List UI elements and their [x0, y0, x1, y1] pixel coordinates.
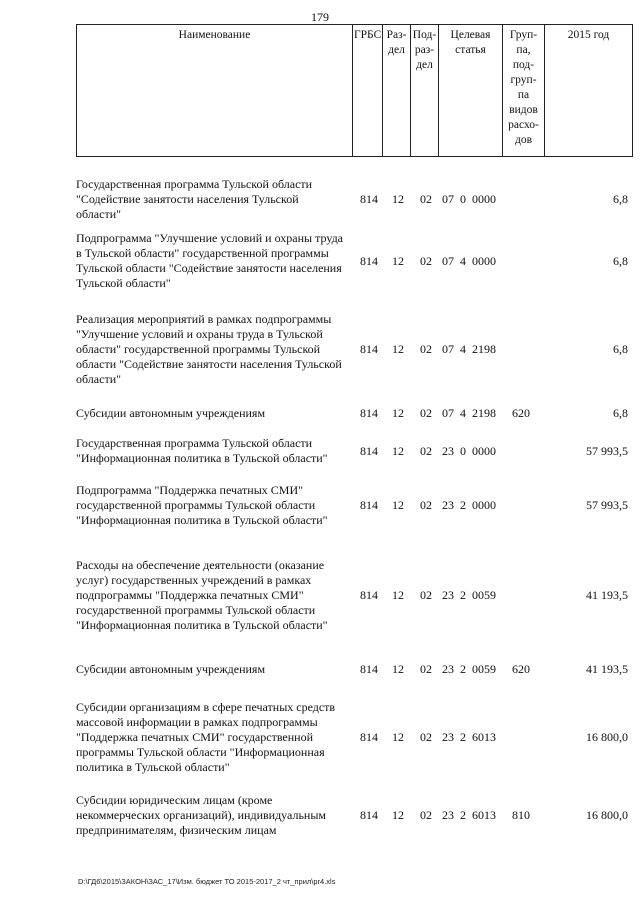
row-name: Субсидии организациям в сфере печатных средств массовой информации в рамках подпрограммы "Поддержка печатных СМИ" государственной программы Тульской области "Информационная политика в Тульской области" — [76, 699, 336, 774]
row-grbs: 814 — [360, 497, 378, 512]
header-name: Наименование — [77, 25, 353, 157]
row-podrazdel: 02 — [420, 405, 432, 420]
row-name: Подпрограмма "Улучшение условий и охраны труда в Тульской области" государственной программы Тульской области "Содействие занятости населения Тульской области" — [76, 231, 343, 290]
row-name: Субсидии автономным учреждениям — [76, 405, 266, 420]
row-amount: 6,8 — [613, 191, 628, 206]
table-body — [76, 176, 632, 846]
row-name: Государственная программа Тульской области "Содействие занятости населения Тульской области" — [76, 176, 313, 221]
row-razdel: 12 — [392, 253, 404, 268]
table-header — [76, 24, 633, 157]
row-grbs: 814 — [360, 661, 378, 676]
row-grbs: 814 — [360, 443, 378, 458]
row-podrazdel: 02 — [420, 807, 432, 822]
row-grbs: 814 — [360, 729, 378, 744]
table-row — [76, 654, 632, 684]
row-target: 07 4 0000 — [442, 253, 496, 268]
row-target: 07 4 2198 — [442, 341, 496, 356]
row-name: Государственная программа Тульской области "Информационная политика в Тульской области" — [76, 436, 328, 465]
row-podrazdel: 02 — [420, 253, 432, 268]
row-amount: 6,8 — [613, 405, 628, 420]
row-target: 23 2 6013 — [442, 807, 496, 822]
row-razdel: 12 — [392, 443, 404, 458]
row-razdel: 12 — [392, 191, 404, 206]
row-razdel: 12 — [392, 497, 404, 512]
row-razdel: 12 — [392, 661, 404, 676]
row-group: 620 — [512, 405, 530, 420]
row-target: 07 4 2198 — [442, 405, 496, 420]
header-target: Целевая статья — [439, 25, 503, 157]
row-amount: 57 993,5 — [586, 443, 628, 458]
table-row — [76, 176, 632, 222]
row-target: 23 2 0059 — [442, 587, 496, 602]
row-target: 23 2 0059 — [442, 661, 496, 676]
row-amount: 6,8 — [613, 341, 628, 356]
table-row — [76, 784, 632, 846]
row-razdel: 12 — [392, 807, 404, 822]
row-name: Субсидии юридическим лицам (кроме некоммерческих организаций), индивидуальным предпринимателям, физическим лицам — [76, 792, 326, 837]
row-target: 23 2 6013 — [442, 729, 496, 744]
row-podrazdel: 02 — [420, 191, 432, 206]
table-row — [76, 474, 632, 536]
row-amount: 16 800,0 — [586, 807, 628, 822]
row-grbs: 814 — [360, 405, 378, 420]
row-target: 07 0 0000 — [442, 191, 496, 206]
row-razdel: 12 — [392, 341, 404, 356]
table-row — [76, 398, 632, 428]
row-name: Реализация мероприятий в рамках подпрограммы "Улучшение условий и охраны труда в Тульской области" государственной программы Тульской области "Содействие занятости населения Тульской области" — [76, 311, 342, 386]
row-podrazdel: 02 — [420, 443, 432, 458]
row-grbs: 814 — [360, 341, 378, 356]
header-group: Груп- па, под- груп- па видов расхо- дов — [503, 25, 545, 157]
header-razdel: Раз- дел — [383, 25, 411, 157]
row-amount: 41 193,5 — [586, 661, 628, 676]
header-year: 2015 год — [545, 25, 633, 157]
row-grbs: 814 — [360, 253, 378, 268]
table-row — [76, 230, 632, 292]
row-grbs: 814 — [360, 807, 378, 822]
row-podrazdel: 02 — [420, 587, 432, 602]
row-razdel: 12 — [392, 729, 404, 744]
header-podrazdel: Под- раз- дел — [411, 25, 439, 157]
table-row — [76, 690, 632, 784]
footer-file-path: D:\ГД6\2015\ЗАКОН\ЗАС_17\Изм. бюджет ТО 2015-2017_2 чт_прил\pr4.xls — [78, 877, 336, 886]
row-grbs: 814 — [360, 587, 378, 602]
row-target: 23 0 0000 — [442, 443, 496, 458]
row-group: 620 — [512, 661, 530, 676]
row-group: 810 — [512, 807, 530, 822]
row-name: Расходы на обеспечение деятельности (оказание услуг) государственных учреждений в рамках подпрограммы "Поддержка печатных СМИ" государственной программы Тульской области "Информационная политика в Тульской области" — [76, 557, 328, 632]
row-podrazdel: 02 — [420, 497, 432, 512]
table-row — [76, 310, 632, 388]
row-amount: 41 193,5 — [586, 587, 628, 602]
row-target: 23 2 0000 — [442, 497, 496, 512]
row-razdel: 12 — [392, 587, 404, 602]
table-row — [76, 428, 632, 474]
row-podrazdel: 02 — [420, 341, 432, 356]
row-name: Субсидии автономным учреждениям — [76, 661, 266, 676]
row-grbs: 814 — [360, 191, 378, 206]
row-podrazdel: 02 — [420, 729, 432, 744]
row-podrazdel: 02 — [420, 661, 432, 676]
row-razdel: 12 — [392, 405, 404, 420]
row-amount: 6,8 — [613, 253, 628, 268]
table-row — [76, 548, 632, 642]
row-amount: 16 800,0 — [586, 729, 628, 744]
page-number: 179 — [311, 10, 329, 24]
row-name: Подпрограмма "Поддержка печатных СМИ" государственной программы Тульской области "Информационная политика в Тульской области" — [76, 482, 328, 527]
header-grbs: ГРБС — [353, 25, 383, 157]
row-amount: 57 993,5 — [586, 497, 628, 512]
